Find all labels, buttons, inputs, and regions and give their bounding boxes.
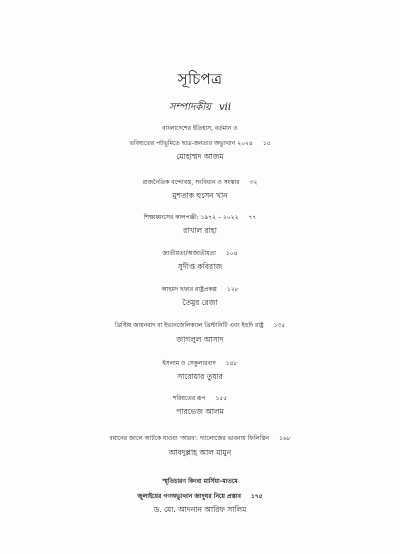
- entry-title-text: শরিয়তের রূপ: [172, 395, 206, 402]
- entry-title-line: [0, 136, 400, 151]
- entry-title-text: জুলাইয়ের গণঅভ্যুত্থান জাদুঘর নিয়ে প্রস্তাব: [137, 493, 241, 500]
- entry-page-number: ১০৪: [225, 250, 238, 257]
- entry-title-line: স্মৃতিচারণ কিংবা মার্সিয়া-মাতমে: [162, 478, 238, 485]
- entry-title-line: [0, 210, 400, 225]
- entry-author: ড. মো. আদনান আরিফ সালিম: [153, 505, 247, 514]
- entry-page-number: ৭৭: [248, 214, 257, 221]
- entry-page-number: ১৭৫: [250, 493, 263, 500]
- toc-entry: [0, 356, 400, 382]
- entry-title-line: [0, 319, 400, 334]
- entry-author: সুদীপ্ত কবিরাজ: [177, 262, 223, 271]
- entry-author: মুশতাক হুসেন খান: [172, 191, 228, 200]
- entry-title-line: [0, 246, 400, 261]
- entry-author: তৈমুর রেজা: [182, 298, 218, 307]
- entry-page-number: ১৫৫: [215, 395, 228, 402]
- entry-title-text: ভবিষ্যতের পটভূমিতে ছাত্র-জনতার অভ্যুত্থান ২০২৪: [129, 140, 253, 147]
- entry-title-line: [0, 282, 400, 297]
- toc-entry: [0, 432, 400, 458]
- entry-author: আবদুল্লাহ আল মামুন: [168, 448, 232, 457]
- editorial-entry: [0, 100, 400, 117]
- entry-author: পারভেজ আলম: [176, 407, 224, 416]
- toc-entry: [0, 391, 400, 417]
- entry-author: রাখাল রাহা: [183, 226, 217, 235]
- entry-title-text: ইসলাম ও সেকুলারবাদ: [162, 360, 216, 367]
- entry-title-text: শিক্ষাধ্বংসের কালপঞ্জী: ১৯৭২ – ২০২২: [143, 214, 239, 221]
- entry-title-line: [0, 175, 400, 190]
- entry-title-line: [0, 489, 400, 504]
- entry-title-text: বয়ানের জালে আটকে যাওয়া 'আরব': দ্যালোজের ভাবনায় ফিলিস্তিন: [109, 436, 270, 442]
- toc-entry: [0, 319, 400, 345]
- editorial-title: সম্পাদকীয়: [168, 102, 212, 113]
- editorial-page-number: vii: [219, 102, 232, 113]
- entry-page-number: ৩২: [249, 179, 258, 186]
- entry-author: মোহাম্মদ আজম: [176, 152, 224, 161]
- entry-page-number: ১৩৫: [273, 323, 286, 329]
- entry-title-text: আহমদ ছফার রাষ্ট্রপ্রকল্প: [161, 286, 217, 293]
- entry-title-text: খ্রিস্টিয় জায়নবাদ বা ইভানজেলিক্যাল খ্রিস্টানিটি এবং ইহুদি রাষ্ট্র: [114, 323, 264, 329]
- toc-entry: [0, 282, 400, 308]
- entry-title-line: বাংলাদেশের ইতিহাস, বর্তমান ও: [162, 125, 238, 132]
- toc-entry: [0, 175, 400, 201]
- entry-page-number: ১৫: [262, 140, 271, 147]
- page-title: সূচিপত্র: [177, 70, 223, 88]
- entry-page-number: ১৪৮: [225, 360, 238, 367]
- entry-author: সারোয়ার তুষার: [177, 372, 223, 381]
- toc-entry: [0, 246, 400, 272]
- entry-title-text: রাজনৈতিক বন্দোবস্ত, সংবিধান ও সংস্কার: [142, 179, 240, 186]
- entry-page-number: ১৬৮: [279, 436, 291, 442]
- entry-author: জাগলুল আসাদ: [176, 335, 224, 344]
- entry-title-line: [0, 432, 400, 447]
- toc-entry: [0, 121, 400, 162]
- entry-title-line: [0, 391, 400, 406]
- entry-title-line: [0, 356, 400, 371]
- entry-title-text: জাতীয়তা/অজাতীয়তা: [162, 250, 216, 257]
- toc-entry: [0, 474, 400, 515]
- toc-entry: [0, 210, 400, 236]
- entry-page-number: ১২৮: [226, 286, 239, 293]
